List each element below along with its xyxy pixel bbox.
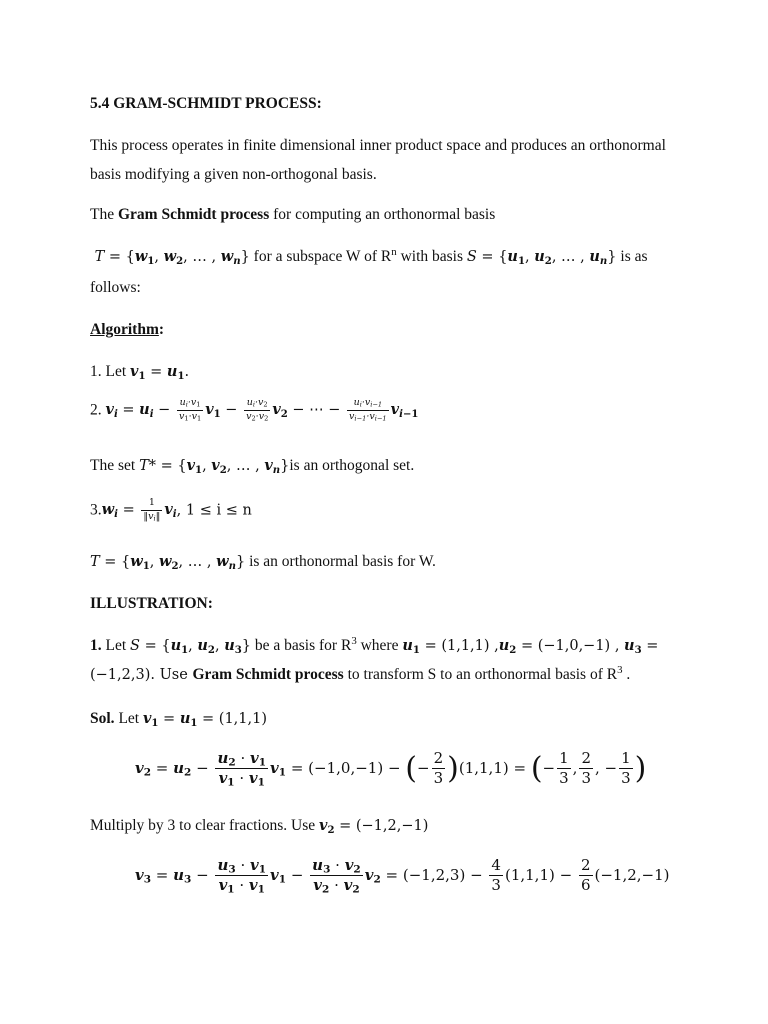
multiply-line [90, 818, 698, 834]
example-line2-bold: Gram Schmidt process [192, 666, 344, 683]
step-3-label: 3. [90, 501, 102, 519]
step-1 [90, 364, 698, 380]
solution-label: Sol. [90, 710, 115, 727]
orthogonal-sentence [90, 458, 698, 474]
example-let: Let [101, 637, 131, 654]
gs-prefix: The [90, 206, 118, 223]
example-basis-text: be a basis for R [251, 637, 352, 654]
u2-value: = (−1,0,−1) , [520, 638, 620, 654]
orthonormal-text: is an orthonormal basis for W. [245, 553, 436, 570]
u3-value: = [646, 638, 659, 654]
v2-formula: $v_2 = u_2$ − $\frac{u_2 \cdot v_1}{v_1 \cdot v_1}$ $v_1 = (-1,0,-1)$ − (− $\frac{2}{3}$ )(1,1,1) = (− $\frac{1}{3}$ , $\frac{2}{3}$ , − $\frac{1}{3}$ ) [135, 749, 647, 789]
v3-eq1: = (−1,2,3) − [380, 865, 488, 884]
step-2-label: 2. [90, 401, 106, 419]
multiply-text: Multiply by 3 to clear fractions. Use [90, 817, 320, 834]
solution-line [90, 711, 698, 727]
v2-clean: $v_2 = (-1,2,-1)$ [319, 817, 429, 836]
solution-let: Let [114, 710, 143, 727]
example-line2-start: (−1,2,3). Use [90, 667, 193, 683]
step-3-formula: $w_i$ = $\frac{1}{‖v_i‖}$ $v_i$ [101, 497, 177, 523]
subspace-after: with basis [396, 248, 467, 265]
subspace-sentence [90, 246, 698, 267]
orthonormal-sentence [90, 554, 698, 570]
illustration-title: ILLUSTRATION: [90, 595, 213, 612]
subspace-mid: for a subspace W of R [249, 248, 392, 265]
gs-bold: Gram Schmidt process [117, 206, 270, 223]
algorithm-label: Algorithm [90, 321, 159, 338]
t-final-formula: $T = \{w_1$, $w_2$, … , $w_n$} [90, 553, 246, 572]
algorithm-heading [90, 322, 698, 338]
algorithm-colon: : [158, 321, 165, 338]
example-line-1 [90, 635, 698, 656]
u1-value: = (1,1,1) , [424, 638, 499, 654]
v2-clean-value: = (−1,2,−1) [334, 818, 429, 834]
step-3 [90, 498, 698, 523]
section-title: 5.4 GRAM-SCHMIDT PROCESS: [90, 95, 322, 112]
example-where: where [356, 637, 403, 654]
example-u-values: $u_1 = (1,1,1) ,u_2 = (-1,0,-1)$ , $u_3$ = [402, 637, 659, 656]
example-line2-sup: 3 [617, 664, 623, 677]
v3-equation [135, 857, 698, 895]
v1-value: = (1,1,1) [197, 711, 267, 727]
gs-suffix: for computing an orthonormal basis [269, 206, 496, 223]
step-1-formula: $v_1 = u_1$. [130, 363, 190, 382]
gs-sentence [90, 207, 698, 223]
t-star-formula: $T* = \{v_1$, $v_2$, … , $v_n$} [139, 457, 290, 476]
example-line2-end: to transform S to an orthonormal basis of R [343, 666, 618, 683]
subspace-line2: follows: [90, 279, 141, 296]
t-set-formula: $T = \{w_1$, $w_2$, … , $w_n$} [94, 248, 250, 267]
example-s-set: $S = \{u_1$, $u_2$, $u_3$} [130, 637, 252, 656]
orthogonal-text: is an orthogonal set. [289, 457, 415, 474]
step-1-label: 1. Let [90, 363, 131, 380]
example-line2-tail: . [622, 666, 631, 683]
step-2-formula: $v_i = u_i$ − $\frac{u_i\cdot v_1}{v_1\cdot v_1}$ $v_1$ − $\frac{u_i\cdot v_2}{v_2\cdot v_2}$ $v_2$ − ⋯ − $\frac{u_i\cdot v_{i-1}}{v_{i-1}\cdot v_{i-1}}$ $v_{i-1}$ [105, 397, 419, 423]
v3-formula: $v_3 = u_3$ − $\frac{u_3 \cdot v_1}{v_1 \cdot v_1}$ $v_1$ − $\frac{u_3 \cdot v_2}{v_2 \cdot v_2}$ $v_2 = (-1,2,3)$ − $\frac{4}{3}$ (1,1,1) − $\frac{2}{6}$ (−1,2,−1) [135, 856, 670, 896]
solution-v1: $v_1 = u_1 = (1,1,1)$ [142, 710, 267, 729]
v2-eq2: (1,1,1) = [458, 758, 531, 777]
example-line-2 [90, 664, 698, 683]
intro-paragraph: This process operates in finite dimensional inner product space and produces an orthonormal basis modifying a given non-orthogonal basis. [90, 137, 666, 183]
example-number: 1. [90, 637, 102, 654]
v2-eq1: = (−1,0,−1) − [286, 758, 406, 777]
orthogonal-prefix: The set [90, 457, 140, 474]
subspace-end: is as [616, 248, 648, 265]
v3-eq2: (1,1,1) − [504, 865, 577, 884]
rn-sup: n [391, 246, 397, 259]
step-2 [90, 398, 698, 423]
step-3-range: , 1 ≤ i ≤ n [176, 502, 252, 519]
v2-equation [135, 750, 698, 788]
v3-eq3: (−1,2,−1) [594, 865, 670, 884]
s-set-formula: $S = \{u_1$, $u_2$, … , $u_n$} [466, 248, 617, 267]
example-sup3: 3 [351, 635, 357, 648]
